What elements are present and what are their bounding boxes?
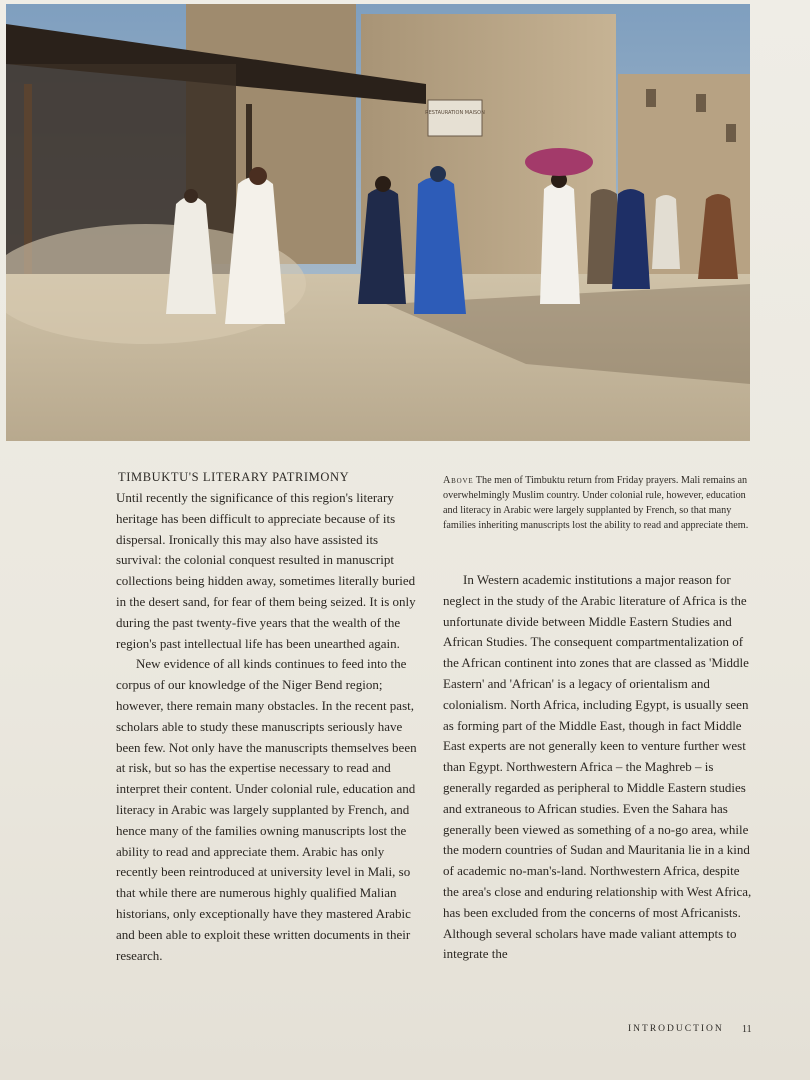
caption-text: The men of Timbuktu return from Friday prayers. Mali remains an overwhelmingly Muslim country. Under colonial rule, however, education and literacy in Arabic were largely supplanted by French, so that many families inheriting manuscripts lost the ability to read and appreciate them.	[443, 475, 749, 531]
left-text-column	[116, 488, 424, 966]
section-heading: TIMBUKTU'S LITERARY PATRIMONY	[118, 470, 350, 484]
sign-text: RESTAURATION MAISON	[425, 110, 485, 116]
running-head: INTRODUCTION	[628, 1024, 724, 1034]
street-photo	[6, 4, 750, 441]
timbuktu-street-illustration	[6, 4, 750, 441]
right-text-column	[443, 570, 755, 965]
page-number: 11	[742, 1024, 752, 1035]
left-paragraph-1: Until recently the significance of this region's literary heritage has been difficult to appreciate because of its dispersal. Ironically this may also have assisted its survival: the colonial conquest resulted in manuscript collections being hidden away, sometimes literally buried in the desert sand, for fear of them being seized. It is only during the past twenty-five years that the wealth of the region's past intellectual life has been unearthed again.	[116, 490, 416, 651]
caption-lead: Above	[443, 475, 474, 486]
right-paragraph-1: In Western academic institutions a major reason for neglect in the study of the Arabic literature of Africa is the unfortunate divide between Middle Eastern Studies and African Studies. The consequent compartmentalization of the African continent into zones that are classed as 'Middle Eastern' and 'African' is a legacy of orientalism and colonialism. North Africa, including Egypt, is usually seen as forming part of the Middle East, though in fact Middle East experts are not generally keen to venture further west than Egypt. Northwestern Africa – the Maghreb – is generally regarded as peripheral to Middle Eastern studies and extraneous to African studies. Even the Sahara has generally been viewed as something of a no-go area, while the modern countries of Sudan and Mauritania lie in a kind of academic no-man's-land. Northwestern Africa, despite the area's close and enduring relationship with West Africa, has been excluded from the concerns of most Africanists. Although several scholars have made valiant attempts to integrate the	[443, 572, 752, 962]
left-paragraph-2: New evidence of all kinds continues to feed into the corpus of our knowledge of the Niger Bend region; however, there remain many obstacles. In the recent past, scholars able to study these manuscripts seriously have been few. Not only have the manuscripts themselves been at risk, but so has the expertise necessary to read and interpret their content. Under colonial rule, education and literacy in Arabic was largely supplanted by French, and hence many of the families owning manuscripts lost the ability to read and appreciate them. Arabic has only recently been reintroduced at university level in Mali, so that while there are numerous highly qualified Malian historians, only exceptionally have they mastered Arabic and been able to exploit these written documents in their research.	[116, 656, 417, 963]
photo-caption	[443, 473, 753, 533]
